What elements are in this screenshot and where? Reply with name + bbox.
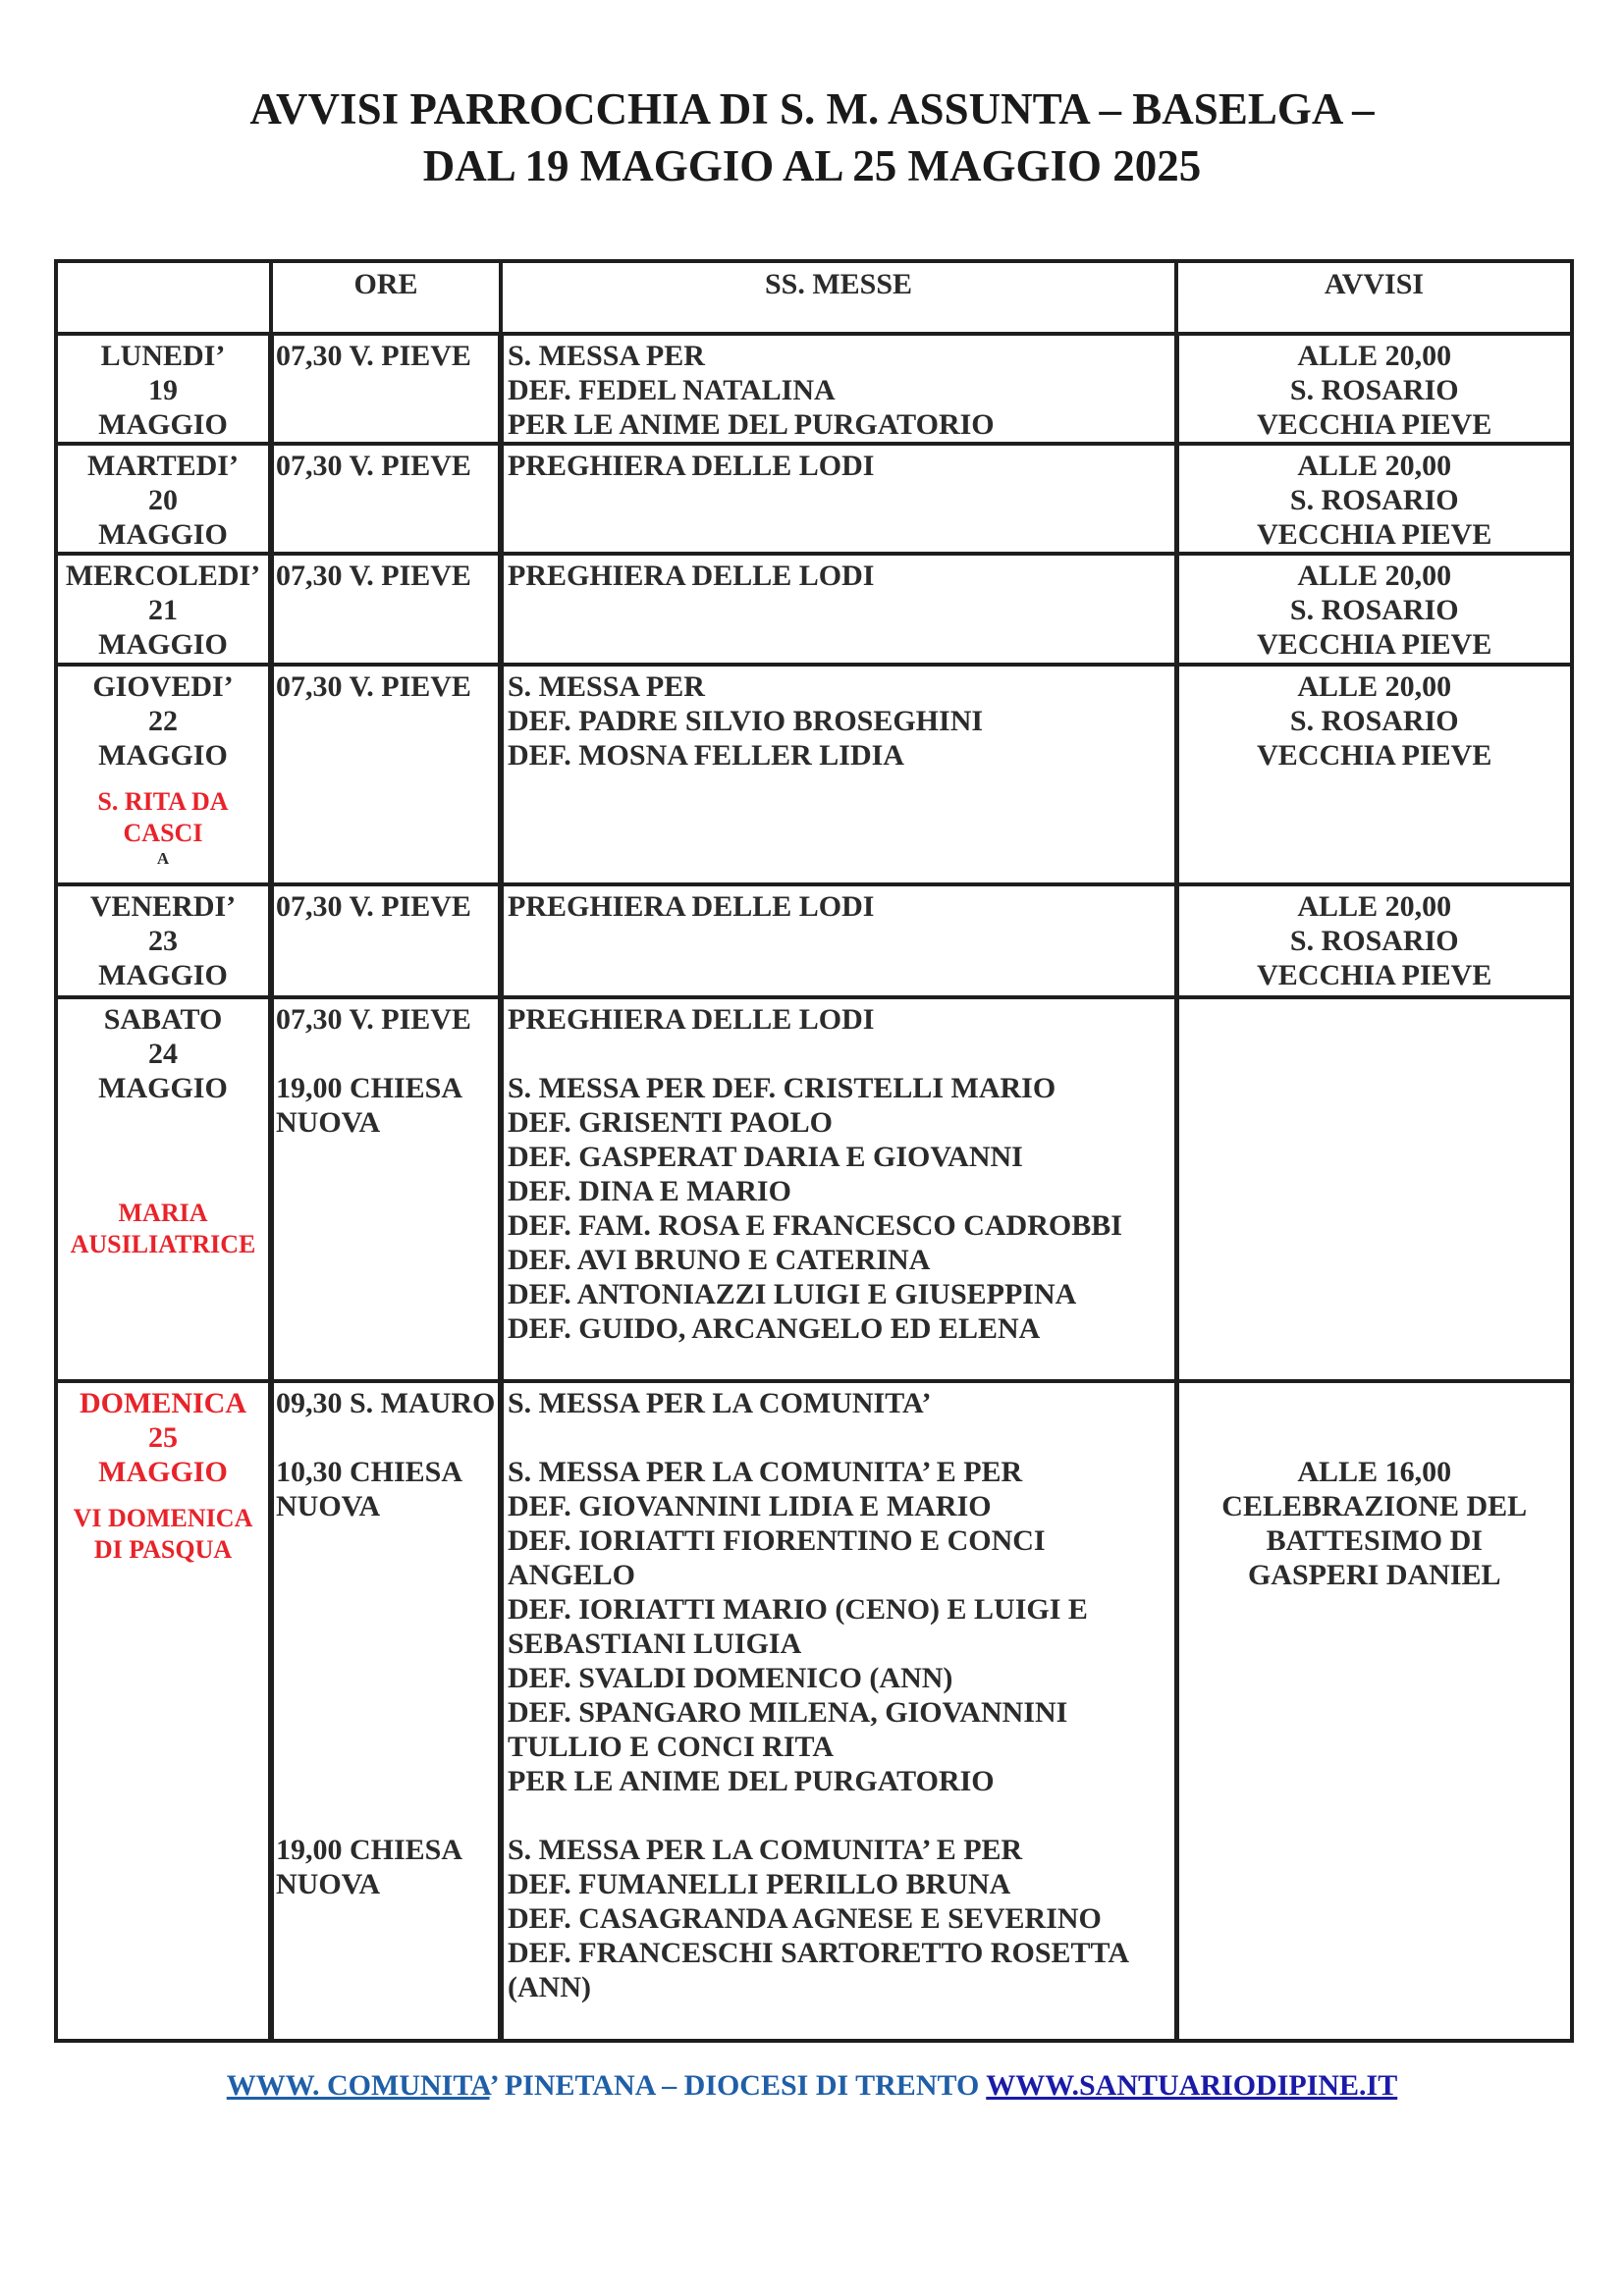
ore-line bbox=[276, 1592, 498, 1627]
day-label: GIOVEDI’ bbox=[92, 670, 234, 703]
avvisi-line: S. ROSARIO bbox=[1289, 925, 1459, 957]
avvisi-cell bbox=[1176, 665, 1572, 884]
title-line-2: DAL 19 MAGGIO AL 25 MAGGIO 2025 bbox=[422, 141, 1202, 190]
day-cell bbox=[56, 665, 271, 884]
ore-line: 10,30 CHIESA bbox=[276, 1456, 463, 1488]
messe-line bbox=[508, 1798, 1174, 1833]
avvisi-line: S. ROSARIO bbox=[1289, 705, 1459, 737]
ore-line bbox=[276, 1730, 498, 1764]
ore-line: 07,30 V. PIEVE bbox=[276, 450, 471, 482]
ore-line: 07,30 V. PIEVE bbox=[276, 890, 471, 923]
ore-line: NUOVA bbox=[276, 1868, 381, 1900]
ore-cell bbox=[271, 1381, 501, 2041]
feast-label-tail: A bbox=[156, 849, 170, 868]
ore-line bbox=[276, 1037, 498, 1071]
messe-line: DEF. MOSNA FELLER LIDIA bbox=[508, 739, 904, 772]
day-label: SABATO bbox=[103, 1003, 223, 1036]
day-label: MAGGIO bbox=[98, 1072, 228, 1104]
day-label: 23 bbox=[148, 925, 178, 957]
avvisi-cell bbox=[1176, 997, 1572, 1381]
ore-cell bbox=[271, 554, 501, 665]
messe-line: SEBASTIANI LUIGIA bbox=[508, 1628, 802, 1660]
avvisi-line: VECCHIA PIEVE bbox=[1257, 518, 1492, 551]
day-label: MAGGIO bbox=[98, 739, 228, 772]
header-avvisi: AVVISI bbox=[1176, 261, 1572, 334]
messe-cell bbox=[501, 1381, 1176, 2041]
messe-line: DEF. AVI BRUNO E CATERINA bbox=[508, 1244, 931, 1276]
table-row bbox=[56, 997, 1572, 1381]
ore-line: NUOVA bbox=[276, 1106, 381, 1139]
messe-line: S. MESSA PER bbox=[508, 670, 705, 703]
messe-line: TULLIO E CONCI RITA bbox=[508, 1731, 835, 1763]
header-ore: ORE bbox=[271, 261, 501, 334]
avvisi-cell bbox=[1176, 1381, 1572, 2041]
day-label: MERCOLEDI’ bbox=[65, 560, 261, 592]
day-label: 24 bbox=[148, 1038, 178, 1070]
messe-line: S. MESSA PER LA COMUNITA’ E PER bbox=[508, 1456, 1023, 1488]
messe-line: DEF. FUMANELLI PERILLO BRUNA bbox=[508, 1868, 1011, 1900]
day-cell bbox=[56, 1381, 271, 2041]
table-row bbox=[56, 334, 1572, 444]
messe-line: PREGHIERA DELLE LODI bbox=[508, 1003, 875, 1036]
ore-line bbox=[276, 1661, 498, 1695]
messe-line: DEF. ANTONIAZZI LUIGI E GIUSEPPINA bbox=[508, 1278, 1077, 1310]
messe-cell bbox=[501, 554, 1176, 665]
ore-line bbox=[276, 1627, 498, 1661]
avvisi-line: S. ROSARIO bbox=[1289, 374, 1459, 406]
messe-line: DEF. IORIATTI MARIO (CENO) E LUIGI E bbox=[508, 1593, 1088, 1626]
table-row bbox=[56, 444, 1572, 554]
avvisi-line: S. ROSARIO bbox=[1289, 484, 1459, 516]
feast-label: S. RITA DA bbox=[97, 787, 229, 816]
messe-line: ANGELO bbox=[508, 1559, 636, 1591]
messe-line: DEF. GIOVANNINI LIDIA E MARIO bbox=[508, 1490, 992, 1522]
avvisi-line: ALLE 20,00 bbox=[1297, 340, 1452, 372]
day-label: MARTEDI’ bbox=[87, 450, 239, 482]
avvisi-line: ALLE 20,00 bbox=[1297, 890, 1452, 923]
ore-line: 19,00 CHIESA bbox=[276, 1834, 463, 1866]
messe-line bbox=[508, 1420, 1174, 1455]
messe-line: PER LE ANIME DEL PURGATORIO bbox=[508, 1765, 995, 1797]
avvisi-line: GASPERI DANIEL bbox=[1247, 1559, 1501, 1591]
avvisi-cell bbox=[1176, 554, 1572, 665]
avvisi-cell bbox=[1176, 334, 1572, 444]
messe-line: PREGHIERA DELLE LODI bbox=[508, 450, 875, 482]
day-label: LUNEDI’ bbox=[100, 340, 226, 372]
avvisi-cell bbox=[1176, 884, 1572, 997]
avvisi-line: BATTESIMO DI bbox=[1266, 1524, 1483, 1557]
messe-line: DEF. FAM. ROSA E FRANCESCO CADROBBI bbox=[508, 1209, 1122, 1242]
title-line-1: AVVISI PARROCCHIA DI S. M. ASSUNTA – BASELGA – bbox=[249, 84, 1375, 133]
messe-line: S. MESSA PER LA COMUNITA’ E PER bbox=[508, 1834, 1023, 1866]
messe-line: DEF. SVALDI DOMENICO (ANN) bbox=[508, 1662, 953, 1694]
messe-line: DEF. GUIDO, ARCANGELO ED ELENA bbox=[508, 1312, 1041, 1345]
day-label: 19 bbox=[148, 374, 178, 406]
avvisi-line: ALLE 20,00 bbox=[1297, 670, 1452, 703]
messe-line: PER LE ANIME DEL PURGATORIO bbox=[508, 408, 995, 441]
table-row bbox=[56, 884, 1572, 997]
messe-line: S. MESSA PER DEF. CRISTELLI MARIO bbox=[508, 1072, 1056, 1104]
avvisi-line: ALLE 16,00 bbox=[1297, 1456, 1452, 1488]
messe-cell bbox=[501, 884, 1176, 997]
avvisi-line: VECCHIA PIEVE bbox=[1257, 628, 1492, 661]
day-cell bbox=[56, 997, 271, 1381]
messe-line: DEF. GRISENTI PAOLO bbox=[508, 1106, 833, 1139]
day-label: 20 bbox=[148, 484, 178, 516]
messe-line: DEF. IORIATTI FIORENTINO E CONCI bbox=[508, 1524, 1046, 1557]
ore-cell bbox=[271, 997, 501, 1381]
ore-line bbox=[276, 1558, 498, 1592]
avvisi-line bbox=[1179, 1420, 1571, 1455]
day-label: MAGGIO bbox=[98, 518, 228, 551]
day-label: MAGGIO bbox=[98, 408, 228, 441]
messe-cell bbox=[501, 665, 1176, 884]
messe-cell bbox=[501, 444, 1176, 554]
header-row bbox=[56, 261, 1572, 334]
day-label: 22 bbox=[148, 705, 178, 737]
avvisi-line: CELEBRAZIONE DEL bbox=[1221, 1490, 1528, 1522]
feast-label: DI PASQUA bbox=[93, 1535, 233, 1564]
table-row bbox=[56, 1381, 1572, 2041]
messe-cell bbox=[501, 997, 1176, 1381]
avvisi-line bbox=[1179, 1386, 1571, 1420]
table-row bbox=[56, 665, 1572, 884]
day-cell bbox=[56, 884, 271, 997]
page-title bbox=[0, 80, 1624, 194]
day-label: 21 bbox=[148, 594, 178, 626]
footer-link-santuario[interactable]: WWW.SANTUARIODIPINE.IT bbox=[986, 2069, 1398, 2102]
ore-line bbox=[276, 1764, 498, 1798]
day-label: DOMENICA bbox=[80, 1387, 246, 1419]
avvisi-line: VECCHIA PIEVE bbox=[1257, 408, 1492, 441]
avvisi-line: ALLE 20,00 bbox=[1297, 560, 1452, 592]
messe-line: (ANN) bbox=[508, 1971, 591, 2003]
messe-line: DEF. DINA E MARIO bbox=[508, 1175, 791, 1207]
ore-cell bbox=[271, 884, 501, 997]
header-messe: SS. MESSE bbox=[501, 261, 1176, 334]
day-label: VENERDI’ bbox=[89, 890, 237, 923]
messe-line: DEF. PADRE SILVIO BROSEGHINI bbox=[508, 705, 984, 737]
day-cell bbox=[56, 554, 271, 665]
ore-line: 07,30 V. PIEVE bbox=[276, 340, 471, 372]
feast-label: CASCI bbox=[123, 819, 203, 847]
messe-line: S. MESSA PER LA COMUNITA’ bbox=[508, 1387, 932, 1419]
messe-line: PREGHIERA DELLE LODI bbox=[508, 560, 875, 592]
ore-line: 07,30 V. PIEVE bbox=[276, 560, 471, 592]
footer-text: ’ PINETANA – DIOCESI DI TRENTO bbox=[489, 2069, 987, 2102]
ore-line: 07,30 V. PIEVE bbox=[276, 1003, 471, 1036]
ore-cell bbox=[271, 665, 501, 884]
ore-line: NUOVA bbox=[276, 1490, 381, 1522]
table-row bbox=[56, 554, 1572, 665]
messe-line: PREGHIERA DELLE LODI bbox=[508, 890, 875, 923]
ore-line: 07,30 V. PIEVE bbox=[276, 670, 471, 703]
ore-cell bbox=[271, 334, 501, 444]
messe-line: DEF. FEDEL NATALINA bbox=[508, 374, 836, 406]
messe-line: DEF. CASAGRANDA AGNESE E SEVERINO bbox=[508, 1902, 1102, 1935]
ore-line bbox=[276, 1420, 498, 1455]
messe-line: DEF. GASPERAT DARIA E GIOVANNI bbox=[508, 1141, 1023, 1173]
day-label: 25 bbox=[148, 1421, 178, 1454]
footer bbox=[0, 2069, 1624, 2103]
feast-label: VI DOMENICA bbox=[73, 1504, 253, 1532]
header-day bbox=[56, 261, 271, 334]
ore-cell bbox=[271, 444, 501, 554]
footer-link-comunita[interactable]: WWW. COMUNITA bbox=[226, 2069, 490, 2102]
schedule-table bbox=[54, 259, 1574, 2043]
day-cell bbox=[56, 334, 271, 444]
avvisi-line: ALLE 20,00 bbox=[1297, 450, 1452, 482]
ore-line bbox=[276, 1523, 498, 1558]
messe-line: S. MESSA PER bbox=[508, 340, 705, 372]
day-label: MAGGIO bbox=[98, 628, 228, 661]
ore-line: 19,00 CHIESA bbox=[276, 1072, 463, 1104]
ore-line bbox=[276, 1695, 498, 1730]
messe-line: DEF. FRANCESCHI SARTORETTO ROSETTA bbox=[508, 1937, 1130, 1969]
avvisi-line: VECCHIA PIEVE bbox=[1257, 739, 1492, 772]
avvisi-cell bbox=[1176, 444, 1572, 554]
avvisi-line: VECCHIA PIEVE bbox=[1257, 959, 1492, 991]
feast-label: AUSILIATRICE bbox=[70, 1230, 256, 1258]
ore-line: 09,30 S. MAURO bbox=[276, 1387, 496, 1419]
messe-cell bbox=[501, 334, 1176, 444]
ore-line bbox=[276, 1798, 498, 1833]
day-label: MAGGIO bbox=[98, 959, 228, 991]
avvisi-line: S. ROSARIO bbox=[1289, 594, 1459, 626]
day-label: MAGGIO bbox=[98, 1456, 228, 1488]
messe-line bbox=[508, 1037, 1174, 1071]
messe-line: DEF. SPANGARO MILENA, GIOVANNINI bbox=[508, 1696, 1068, 1729]
feast-label: MARIA bbox=[118, 1199, 208, 1227]
day-cell bbox=[56, 444, 271, 554]
